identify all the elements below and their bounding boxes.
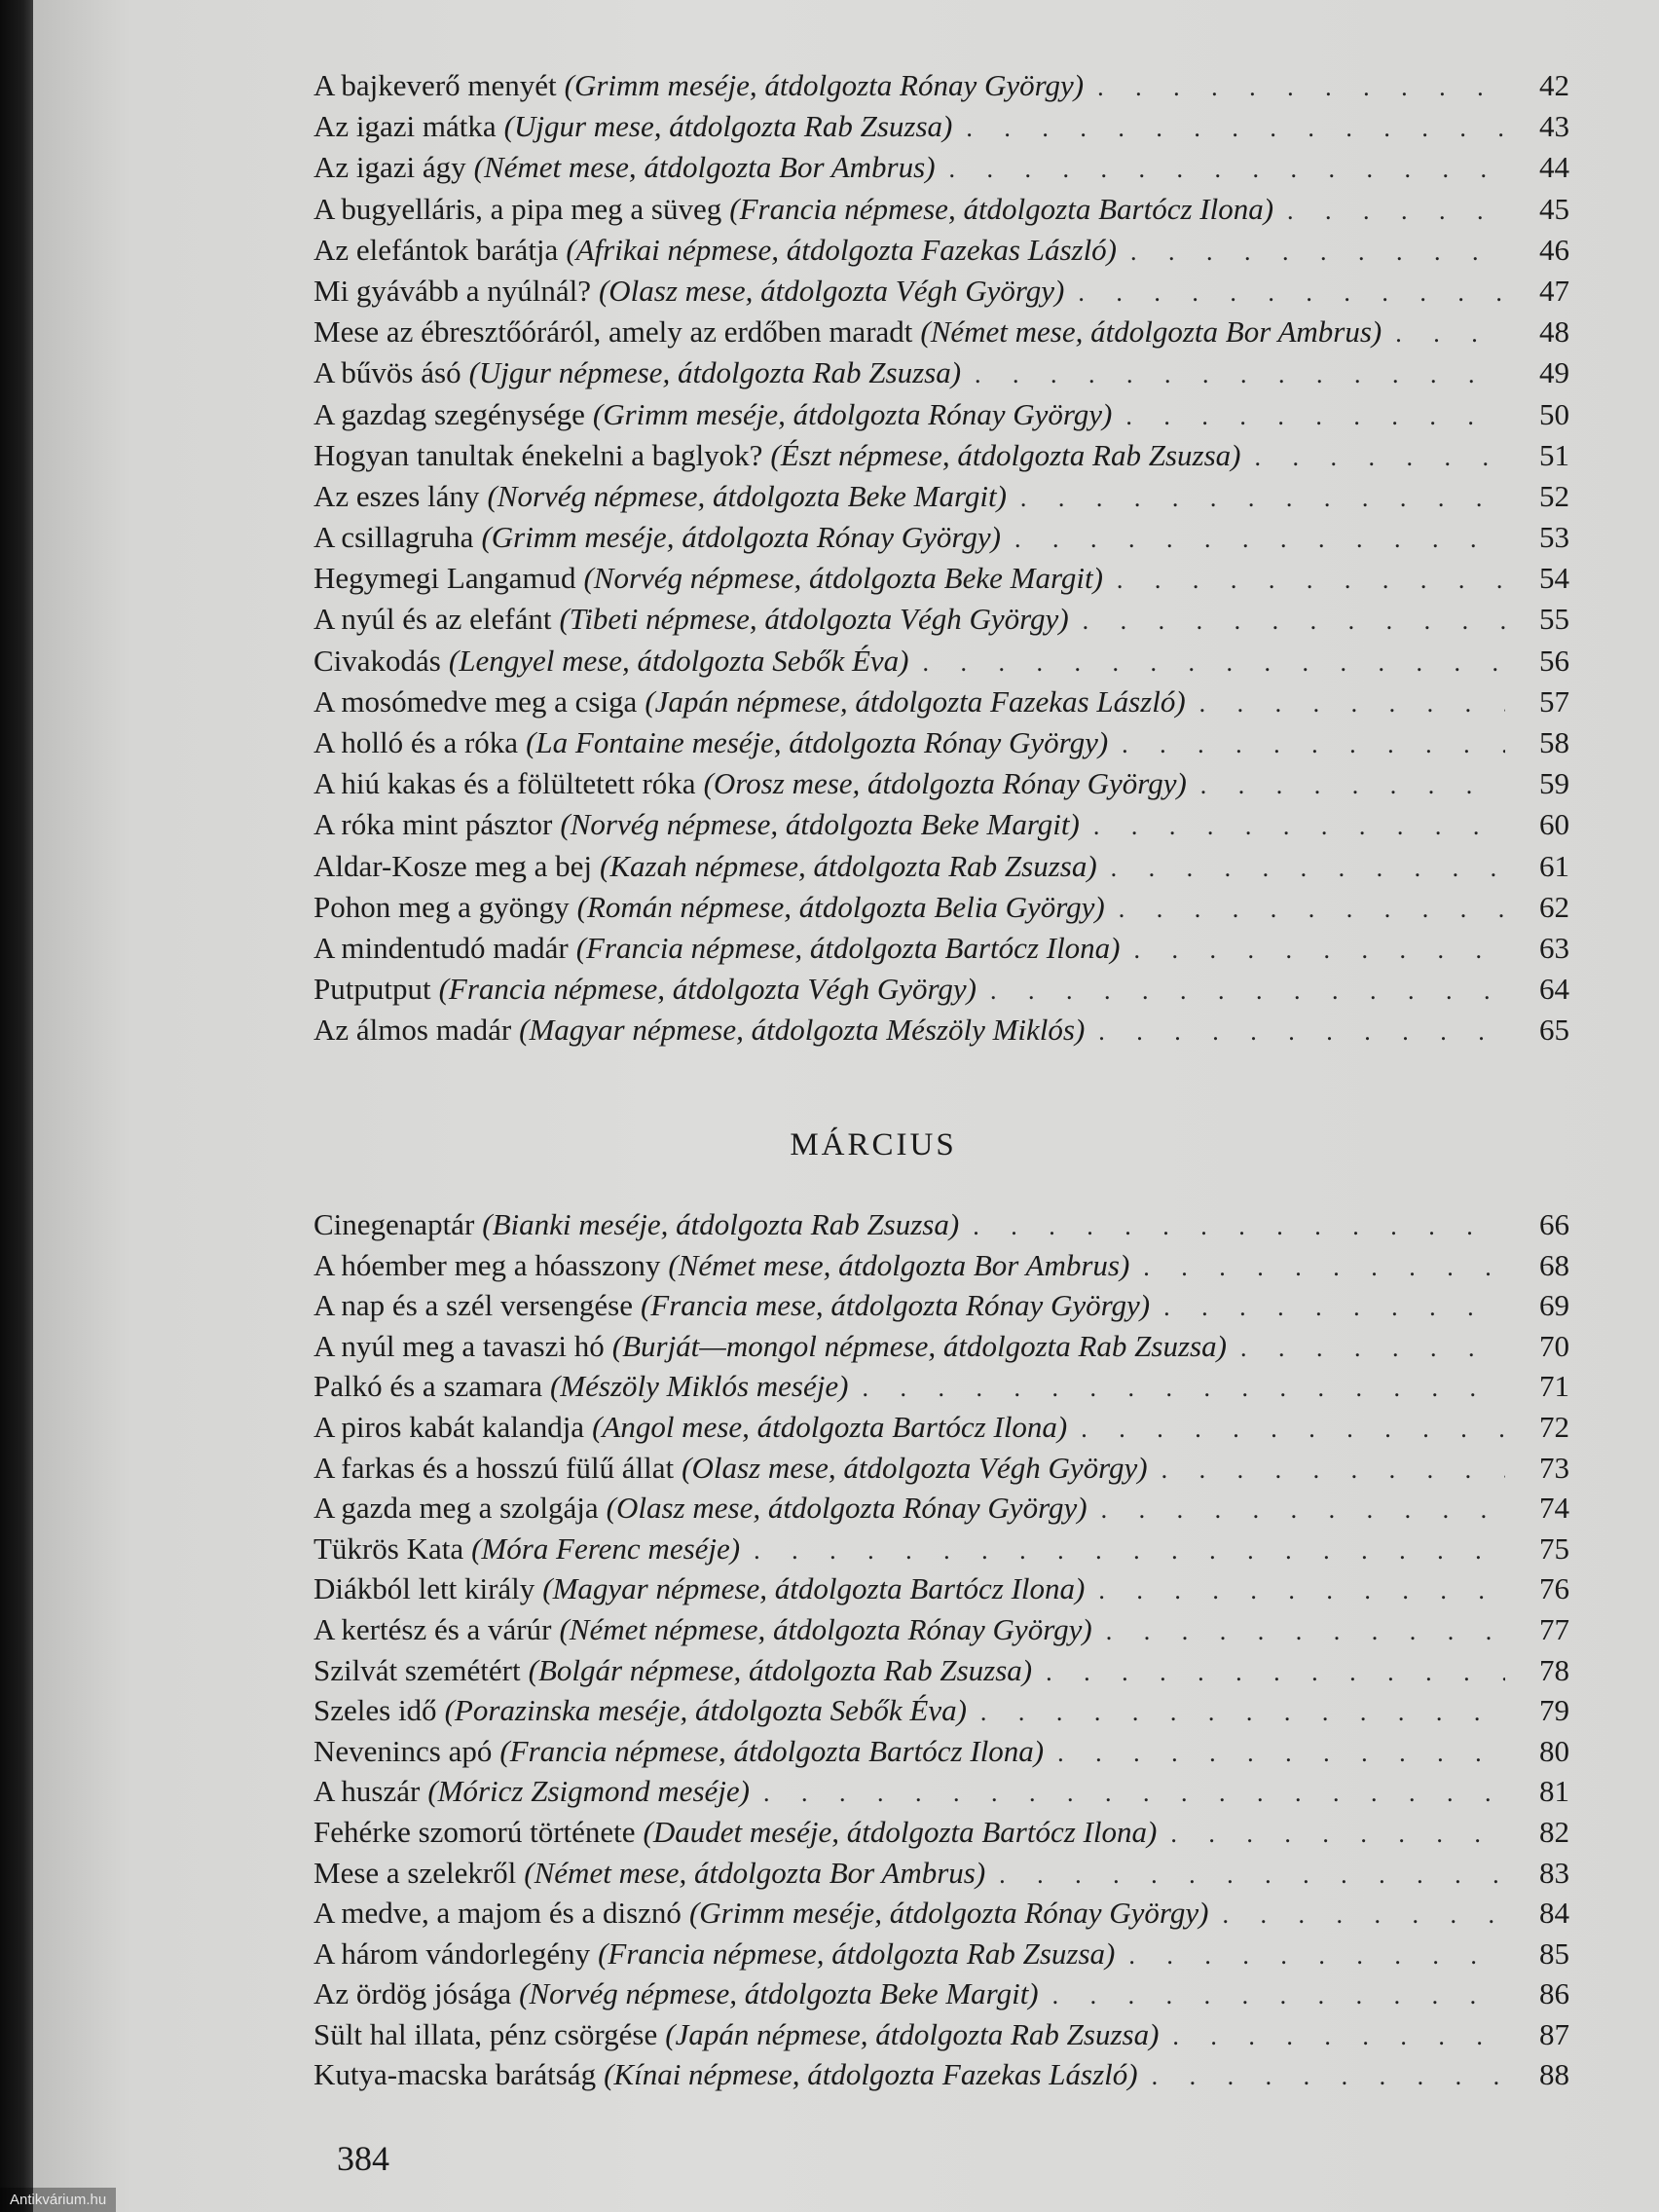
toc-entry-source: (La Fontaine meséje, átdolgozta Rónay György) xyxy=(526,725,1109,759)
toc-list-marcius xyxy=(313,1207,1569,2098)
toc-entry-page-number: 61 xyxy=(1539,848,1569,883)
toc-entry-title: A három vándorlegény xyxy=(313,1936,591,1971)
toc-entry-source: (Ujgur mese, átdolgozta Rab Zsuzsa) xyxy=(503,109,953,144)
toc-dot-leader xyxy=(1119,890,1505,925)
toc-entry-source: (Bianki meséje, átdolgozta Rab Zsuzsa) xyxy=(482,1207,960,1241)
toc-entry-source: (Japán népmese, átdolgozta Rab Zsuzsa) xyxy=(665,2016,1160,2051)
toc-entry-source: (Norvég népmese, átdolgozta Beke Margit) xyxy=(583,561,1103,596)
toc-entry-page-number: 63 xyxy=(1539,930,1569,965)
toc-entry-title: Szeles idő xyxy=(313,1693,437,1728)
toc-entry-title: A nyúl meg a tavaszi hó xyxy=(313,1328,605,1363)
toc-entry-title: A bajkeverő menyét xyxy=(313,68,557,102)
toc-entry-title: A hóember meg a hóasszony xyxy=(313,1247,661,1282)
toc-dot-leader xyxy=(1161,1451,1505,1486)
toc-entry xyxy=(313,1288,1569,1329)
toc-dot-leader xyxy=(975,355,1505,390)
toc-entry xyxy=(313,1013,1569,1053)
toc-entry-page-number: 82 xyxy=(1539,1814,1569,1849)
toc-entry-source: (Lengyel mese, átdolgozta Sebők Éva) xyxy=(448,643,909,678)
toc-entry-source: (Norvég népmese, átdolgozta Beke Margit) xyxy=(519,1976,1039,2011)
toc-entry xyxy=(313,684,1569,725)
toc-dot-leader xyxy=(1130,233,1505,268)
toc-entry xyxy=(313,807,1569,848)
toc-entry-title: Az álmos madár xyxy=(313,1013,512,1048)
toc-entry xyxy=(313,1936,1569,1977)
toc-dot-leader xyxy=(973,1207,1505,1242)
toc-entry xyxy=(313,355,1569,396)
toc-entry-source: (Román népmese, átdolgozta Belia György) xyxy=(576,889,1105,924)
toc-entry-page-number: 77 xyxy=(1539,1611,1569,1646)
toc-entry-page-number: 54 xyxy=(1539,561,1569,596)
toc-entry-source: (Francia népmese, átdolgozta Végh György) xyxy=(438,972,977,1007)
toc-entry-source: (Francia népmese, átdolgozta Rab Zsuzsa) xyxy=(598,1936,1116,1971)
toc-entry-page-number: 78 xyxy=(1539,1652,1569,1687)
toc-entry-source: (Francia népmese, átdolgozta Bartócz Ilona) xyxy=(729,191,1274,226)
toc-entry xyxy=(313,1410,1569,1451)
toc-entry xyxy=(313,602,1569,643)
toc-dot-leader xyxy=(754,1531,1505,1567)
toc-dot-leader xyxy=(990,972,1505,1007)
toc-entry-source: (Japán népmese, átdolgozta Fazekas László) xyxy=(645,683,1186,719)
toc-entry xyxy=(313,2057,1569,2098)
toc-entry-title: Az igazi ágy xyxy=(313,150,466,185)
toc-dot-leader xyxy=(1152,2057,1505,2092)
toc-entry-page-number: 87 xyxy=(1539,2016,1569,2051)
toc-dot-leader xyxy=(1222,1896,1505,1931)
toc-entry-page-number: 72 xyxy=(1539,1409,1569,1444)
toc-entry xyxy=(313,479,1569,520)
toc-entry xyxy=(313,890,1569,931)
toc-entry xyxy=(313,972,1569,1013)
toc-entry-page-number: 88 xyxy=(1539,2057,1569,2092)
toc-entry-page-number: 64 xyxy=(1539,972,1569,1007)
toc-dot-leader xyxy=(1125,397,1505,432)
toc-entry xyxy=(313,1207,1569,1248)
toc-entry-source: (Angol mese, átdolgozta Bartócz Ilona) xyxy=(592,1409,1068,1444)
toc-dot-leader xyxy=(763,1774,1505,1809)
toc-entry-page-number: 44 xyxy=(1539,150,1569,185)
toc-entry-source: (Orosz mese, átdolgozta Rónay György) xyxy=(703,766,1187,801)
toc-dot-leader xyxy=(1143,1248,1505,1283)
toc-entry-page-number: 65 xyxy=(1539,1013,1569,1048)
toc-dot-leader xyxy=(1163,1288,1505,1323)
toc-entry-page-number: 52 xyxy=(1539,478,1569,513)
toc-entry-source: (Német népmese, átdolgozta Rónay György) xyxy=(559,1611,1092,1646)
toc-entry-page-number: 85 xyxy=(1539,1936,1569,1971)
toc-entry-page-number: 45 xyxy=(1539,191,1569,226)
toc-entry xyxy=(313,1693,1569,1734)
toc-entry-title: Pohon meg a gyöngy xyxy=(313,889,570,924)
book-spine-shadow xyxy=(0,0,33,2212)
toc-entry-source: (Magyar népmese, átdolgozta Bartócz Ilona) xyxy=(542,1571,1086,1606)
toc-entry-page-number: 55 xyxy=(1539,602,1569,637)
toc-dot-leader xyxy=(1083,602,1505,637)
toc-dot-leader xyxy=(966,109,1505,144)
toc-entry-page-number: 42 xyxy=(1539,68,1569,102)
toc-entry-source: (Móricz Zsigmond meséje) xyxy=(427,1774,750,1809)
toc-entry-title: Aldar-Kosze meg a bej xyxy=(313,848,593,883)
toc-dot-leader xyxy=(1128,1936,1505,1972)
toc-entry-source: (Mészöly Miklós meséje) xyxy=(549,1369,849,1404)
toc-dot-leader xyxy=(1172,2017,1505,2052)
toc-entry-title: Tükrös Kata xyxy=(313,1530,464,1566)
toc-entry-title: Az eszes lány xyxy=(313,478,480,513)
toc-entry xyxy=(313,1491,1569,1531)
toc-entry xyxy=(313,1571,1569,1612)
toc-entry-source: (Kazah népmese, átdolgozta Rab Zsuzsa) xyxy=(600,848,1097,883)
toc-entry-source: (Tibeti népmese, átdolgozta Végh György) xyxy=(559,602,1069,637)
toc-entry-title: Szilvát szemétért xyxy=(313,1652,521,1687)
toc-entry-page-number: 43 xyxy=(1539,109,1569,144)
toc-entry-source: (Francia népmese, átdolgozta Bartócz Ilona) xyxy=(575,930,1121,965)
toc-entry-title: A piros kabát kalandja xyxy=(313,1409,585,1444)
toc-entry-title: Cinegenaptár xyxy=(313,1207,475,1241)
toc-dot-leader xyxy=(1046,1653,1505,1688)
toc-entry-title: Nevenincs apó xyxy=(313,1733,493,1768)
toc-entry-title: Mese az ébresztőóráról, amely az erdőben maradt xyxy=(313,314,913,350)
toc-entry-title: Hogyan tanultak énekelni a baglyok? xyxy=(313,437,763,472)
toc-dot-leader xyxy=(862,1369,1505,1404)
toc-entry-source: (Norvég népmese, átdolgozta Beke Margit) xyxy=(487,478,1007,513)
toc-entry-title: A hiú kakas és a fölültetett róka xyxy=(313,766,696,801)
toc-entry-source: (Francia népmese, átdolgozta Bartócz Ilona) xyxy=(499,1733,1045,1768)
toc-dot-leader xyxy=(1093,807,1505,842)
toc-entry xyxy=(313,931,1569,972)
toc-dot-leader xyxy=(1106,1612,1505,1647)
toc-entry-source: (Német mese, átdolgozta Bor Ambrus) xyxy=(473,150,936,185)
toc-entry-page-number: 79 xyxy=(1539,1693,1569,1728)
toc-entry-title: A nap és a szél versengése xyxy=(313,1288,633,1323)
toc-entry-title: Mese a szelekről xyxy=(313,1855,517,1890)
toc-entry-title: Kutya-macska barátság xyxy=(313,2057,597,2092)
toc-entry xyxy=(313,520,1569,561)
toc-entry-page-number: 57 xyxy=(1539,683,1569,719)
toc-entry xyxy=(313,438,1569,479)
toc-entry xyxy=(313,1369,1569,1410)
toc-entry-page-number: 83 xyxy=(1539,1855,1569,1890)
toc-entry-page-number: 86 xyxy=(1539,1976,1569,2011)
toc-entry-source: (Francia mese, átdolgozta Rónay György) xyxy=(640,1288,1151,1323)
toc-entry-page-number: 70 xyxy=(1539,1328,1569,1363)
toc-entry xyxy=(313,397,1569,438)
toc-entry xyxy=(313,1248,1569,1289)
toc-entry-title: A kertész és a várúr xyxy=(313,1611,552,1646)
toc-dot-leader xyxy=(1287,192,1505,227)
toc-entry-source: (Afrikai népmese, átdolgozta Fazekas László) xyxy=(566,232,1118,267)
toc-entry-page-number: 49 xyxy=(1539,355,1569,390)
toc-entry xyxy=(313,150,1569,191)
toc-entry xyxy=(313,274,1569,314)
toc-entry-title: A róka mint pásztor xyxy=(313,807,553,842)
toc-dot-leader xyxy=(1101,1491,1505,1526)
toc-entry-source: (Német mese, átdolgozta Bor Ambrus) xyxy=(524,1855,986,1890)
toc-entry-page-number: 74 xyxy=(1539,1491,1569,1526)
toc-dot-leader xyxy=(1081,1410,1505,1445)
toc-dot-leader xyxy=(1097,68,1505,103)
toc-entry-page-number: 47 xyxy=(1539,273,1569,308)
toc-entry-page-number: 46 xyxy=(1539,232,1569,267)
toc-dot-leader xyxy=(1254,438,1505,473)
toc-entry-title: Diákból lett király xyxy=(313,1571,535,1606)
toc-entry-page-number: 84 xyxy=(1539,1896,1569,1931)
toc-entry xyxy=(313,1612,1569,1653)
toc-entry xyxy=(313,1815,1569,1856)
toc-dot-leader xyxy=(999,1856,1505,1891)
toc-entry-source: (Daudet meséje, átdolgozta Bartócz Ilona) xyxy=(643,1814,1158,1849)
toc-entry-title: A bűvös ásó xyxy=(313,355,461,390)
toc-entry-title: Palkó és a szamara xyxy=(313,1369,542,1404)
toc-dot-leader xyxy=(1052,1976,1505,2011)
toc-entry-title: Fehérke szomorú története xyxy=(313,1814,636,1849)
toc-entry-page-number: 59 xyxy=(1539,766,1569,801)
toc-entry xyxy=(313,644,1569,684)
toc-entry-page-number: 51 xyxy=(1539,437,1569,472)
toc-entry-page-number: 69 xyxy=(1539,1288,1569,1323)
toc-entry-title: A csillagruha xyxy=(313,520,474,555)
toc-entry-title: Az igazi mátka xyxy=(313,109,497,144)
toc-entry-title: A medve, a majom és a disznó xyxy=(313,1896,682,1931)
toc-entry xyxy=(313,1531,1569,1572)
toc-dot-leader xyxy=(1240,1329,1505,1364)
toc-entry-title: A nyúl és az elefánt xyxy=(313,602,552,637)
toc-entry xyxy=(313,109,1569,150)
toc-entry-page-number: 56 xyxy=(1539,643,1569,678)
toc-entry-source: (Német mese, átdolgozta Bor Ambrus) xyxy=(668,1247,1130,1282)
toc-entry-source: (Ujgur népmese, átdolgozta Rab Zsuzsa) xyxy=(468,355,962,390)
toc-dot-leader xyxy=(949,150,1505,185)
toc-entry-page-number: 48 xyxy=(1539,314,1569,350)
toc-entry-source: (Móra Ferenc meséje) xyxy=(471,1530,741,1566)
toc-entry-title: A huszár xyxy=(313,1774,421,1809)
section-heading-marcius: MÁRCIUS xyxy=(790,1127,957,1162)
toc-entry xyxy=(313,1734,1569,1775)
toc-dot-leader xyxy=(1098,1571,1505,1606)
toc-dot-leader xyxy=(1117,561,1505,596)
toc-entry-title: A gazda meg a szolgája xyxy=(313,1491,599,1526)
toc-dot-leader xyxy=(923,644,1506,679)
toc-dot-leader xyxy=(980,1693,1505,1728)
toc-dot-leader xyxy=(1122,725,1505,760)
toc-entry-title: A gazdag szegénysége xyxy=(313,396,585,431)
toc-entry-page-number: 76 xyxy=(1539,1571,1569,1606)
toc-entry-page-number: 53 xyxy=(1539,520,1569,555)
toc-entry-page-number: 62 xyxy=(1539,889,1569,924)
toc-entry-page-number: 68 xyxy=(1539,1247,1569,1282)
toc-entry-source: (Burját—mongol népmese, átdolgozta Rab Zsuzsa) xyxy=(611,1328,1227,1363)
toc-entry-source: (Grimm meséje, átdolgozta Rónay György) xyxy=(564,68,1085,102)
toc-entry xyxy=(313,192,1569,233)
toc-entry-source: (Észt népmese, átdolgozta Rab Zsuzsa) xyxy=(770,437,1241,472)
toc-entry-title: Az ördög jósága xyxy=(313,1976,512,2011)
toc-entry-source: (Grimm meséje, átdolgozta Rónay György) xyxy=(481,520,1001,555)
toc-entry xyxy=(313,68,1569,109)
toc-entry-source: (Norvég népmese, átdolgozta Beke Margit) xyxy=(560,807,1080,842)
toc-entry xyxy=(313,1451,1569,1492)
toc-entry xyxy=(313,2017,1569,2058)
toc-list-continued xyxy=(313,68,1569,1054)
toc-entry-title: Putputput xyxy=(313,972,431,1007)
page-number: 384 xyxy=(337,2139,389,2178)
toc-entry-title: A bugyelláris, a pipa meg a süveg xyxy=(313,191,722,226)
toc-entry-title: Mi gyávább a nyúlnál? xyxy=(313,273,591,308)
toc-entry-source: (Olasz mese, átdolgozta Rónay György) xyxy=(606,1491,1088,1526)
toc-entry-source: (Grimm meséje, átdolgozta Rónay György) xyxy=(592,396,1113,431)
toc-entry xyxy=(313,725,1569,766)
toc-entry-title: A mindentudó madár xyxy=(313,930,569,965)
toc-entry xyxy=(313,1329,1569,1370)
toc-entry-page-number: 80 xyxy=(1539,1733,1569,1768)
toc-entry-title: A mosómedve meg a csiga xyxy=(313,683,638,719)
toc-dot-leader xyxy=(1111,849,1505,884)
toc-entry-title: Civakodás xyxy=(313,643,441,678)
toc-dot-leader xyxy=(1199,684,1505,719)
toc-dot-leader xyxy=(1134,931,1505,966)
toc-dot-leader xyxy=(1395,314,1505,350)
toc-dot-leader xyxy=(1057,1734,1505,1769)
toc-entry xyxy=(313,849,1569,890)
toc-entry xyxy=(313,233,1569,274)
toc-entry-source: (Olasz mese, átdolgozta Végh György) xyxy=(682,1450,1148,1485)
toc-entry-source: (Bolgár népmese, átdolgozta Rab Zsuzsa) xyxy=(528,1652,1033,1687)
toc-entry-source: (Porazinska meséje, átdolgozta Sebők Éva) xyxy=(444,1693,967,1728)
toc-entry-source: (Német mese, átdolgozta Bor Ambrus) xyxy=(920,314,1382,350)
toc-entry-source: (Grimm meséje, átdolgozta Rónay György) xyxy=(688,1896,1209,1931)
toc-entry xyxy=(313,314,1569,355)
toc-entry xyxy=(313,1896,1569,1936)
toc-entry-page-number: 50 xyxy=(1539,396,1569,431)
toc-dot-leader xyxy=(1020,479,1505,514)
toc-entry-title: Az elefántok barátja xyxy=(313,232,559,267)
toc-entry-title: Hegymegi Langamud xyxy=(313,561,576,596)
toc-dot-leader xyxy=(1014,520,1505,555)
toc-entry-page-number: 66 xyxy=(1539,1207,1569,1241)
toc-entry xyxy=(313,1653,1569,1694)
toc-entry xyxy=(313,561,1569,602)
toc-entry-page-number: 81 xyxy=(1539,1774,1569,1809)
toc-entry-source: (Kínai népmese, átdolgozta Fazekas László) xyxy=(604,2057,1138,2092)
toc-entry xyxy=(313,1976,1569,2017)
toc-entry-page-number: 71 xyxy=(1539,1369,1569,1404)
toc-entry xyxy=(313,1856,1569,1897)
toc-entry-page-number: 60 xyxy=(1539,807,1569,842)
toc-dot-leader xyxy=(1200,766,1505,801)
toc-entry-source: (Olasz mese, átdolgozta Végh György) xyxy=(598,273,1065,308)
toc-dot-leader xyxy=(1078,274,1505,309)
toc-entry-page-number: 75 xyxy=(1539,1530,1569,1566)
toc-dot-leader xyxy=(1098,1013,1505,1048)
watermark-text: Antikvárium.hu xyxy=(0,2188,116,2212)
toc-entry-title: A farkas és a hosszú fülű állat xyxy=(313,1450,675,1485)
toc-entry-title: A holló és a róka xyxy=(313,725,519,759)
toc-entry-page-number: 73 xyxy=(1539,1450,1569,1485)
toc-entry-page-number: 58 xyxy=(1539,725,1569,759)
toc-entry-title: Sült hal illata, pénz csörgése xyxy=(313,2016,658,2051)
toc-entry-source: (Magyar népmese, átdolgozta Mészöly Miklós) xyxy=(519,1013,1086,1048)
toc-entry xyxy=(313,766,1569,807)
toc-entry xyxy=(313,1774,1569,1815)
toc-dot-leader xyxy=(1170,1815,1505,1850)
